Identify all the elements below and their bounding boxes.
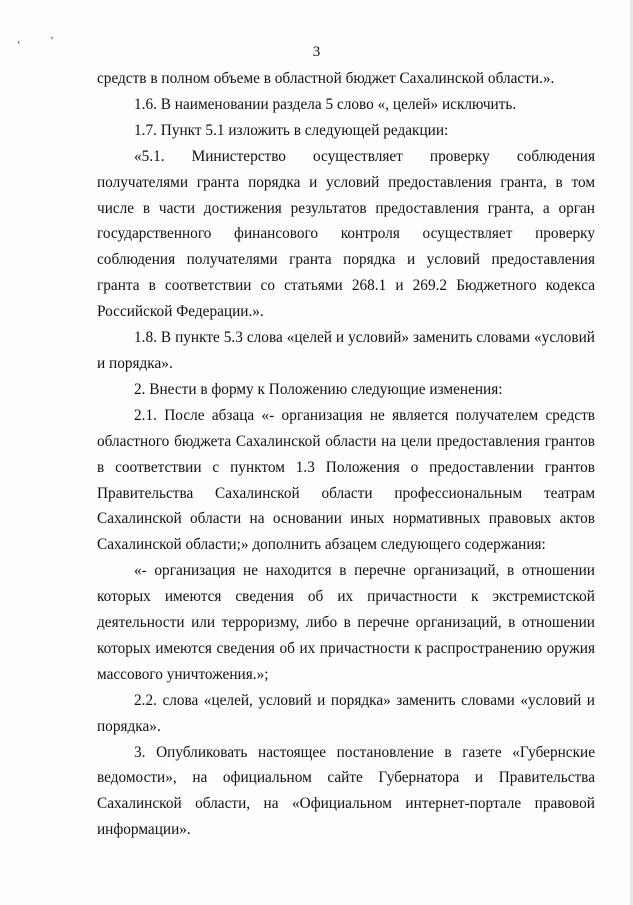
paragraph-2: 2. Внести в форму к Положению следующие изменения: [134, 380, 503, 398]
document-body [97, 66, 595, 843]
paragraph-continuation: средств в полном объеме в областной бюджет Сахалинской области.». [97, 70, 555, 87]
page-number: 3 [312, 44, 321, 60]
paragraph-2-1: 2.1. После абзаца «- организация не является получателем средств областного бюджета Сахалинской области на цели предоставления грантов в соответствии с пунктом 1.3 Положения о предоставлении грантов Правительства Сахалинской области профессиональным театрам Сахалинской области на основании иных нормативных правовых актов Сахалинской области;» дополнить абзацем следующего содержания: [97, 406, 595, 554]
paragraph-2-2: 2.2. слова «целей, условий и порядка» заменить словами «условий и порядка». [97, 691, 595, 735]
scan-artifact-mark: ‘ [17, 39, 21, 51]
paragraph-2-1-quote: «- организация не находится в перечне организаций, в отношении которых имеются сведения об их причастности к экстремистской деятельности или терроризму, либо в перечне организаций, в отношении которых имеются сведения об их причастности к распространению оружия массового уничтожения.»; [97, 562, 595, 683]
paragraph-3: 3. Опубликовать настоящее постановление в газете «Губернские ведомости», на официальном сайте Губернатора и Правительства Сахалинской области, на «Официальном интернет-портале правовой информации». [97, 743, 595, 839]
scan-artifact-mark: ’ [50, 35, 54, 47]
paragraph-1-6: 1.6. В наименовании раздела 5 слово «, целей» исключить. [134, 95, 517, 113]
paragraph-5-1-quote: «5.1. Министерство осуществляет проверку соблюдения получателями гранта порядка и условий предоставления гранта, в том числе в части достижения результатов предоставления гранта, а орган государственного финансового контроля осуществляет проверку соблюдения получателями гранта порядка и условий предоставления гранта в соответствии со статьями 268.1 и 269.2 Бюджетного кодекса Российской Федерации.». [97, 147, 595, 321]
paragraph-1-8: 1.8. В пункте 5.3 слова «целей и условий» заменить словами «условий и порядка». [97, 329, 595, 372]
paragraph-1-7: 1.7. Пункт 5.1 изложить в следующей редакции: [134, 121, 449, 139]
